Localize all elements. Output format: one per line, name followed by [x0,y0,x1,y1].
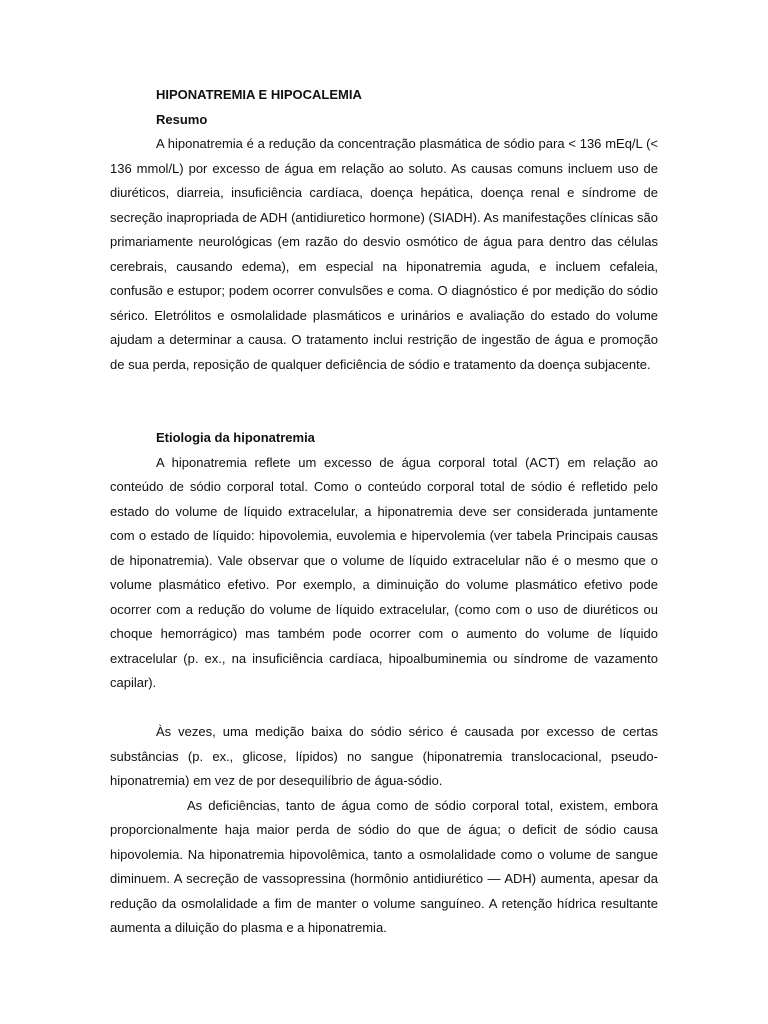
paragraph-etiologia-3: As deficiências, tanto de água como de sódio corporal total, existem, embora proporcionalmente haja maior perda de sódio do que de água; o deficit de sódio causa hipovolemia. Na hiponatremia hipovolêmica, tanto a osmolalidade como o volume de sangue diminuem. A secreção de vassopressina (hormônio antidiurético — ADH) aumenta, apesar da redução da osmolalidade a fim de manter o volume sanguíneo. A retenção hídrica resultante aumenta a diluição do plasma e a hiponatremia. [110,797,658,935]
document-body [110,83,658,941]
paragraph-resumo: A hiponatremia é a redução da concentração plasmática de sódio para < 136 mEq/L (< 136 mmol/L) por excesso de água em relação ao soluto. As causas comuns incluem uso de diuréticos, diarreia, insuficiência cardíaca, doença hepática, doença renal e síndrome de secreção inapropriada de ADH (antidiuretico hormone) (SIADH). As manifestações clínicas são primariamente neurológicas (em razão do desvio osmótico de água para dentro das células cerebrais, causando edema), em especial na hiponatremia aguda, e incluem cefaleia, confusão e estupor; podem ocorrer convulsões e coma. O diagnóstico é por medição do sódio sérico. Eletrólitos e osmolalidade plasmáticos e urinários e avaliação do estado do volume ajudam a determinar a causa. O tratamento inclui restrição de ingestão de água e promoção de sua perda, reposição de qualquer deficiência de sódio e tratamento da doença subjacente. [110,136,658,372]
spacer [110,696,658,721]
section-heading-etiologia: Etiologia da hiponatremia [156,430,315,445]
paragraph-etiologia-1: A hiponatremia reflete um excesso de água corporal total (ACT) em relação ao conteúdo de sódio corporal total. Como o conteúdo corporal total de sódio é refletido pelo estado do volume de líquido extracelular, a hiponatremia deve ser considerada juntamente com o estado de líquido: hipovolemia, euvolemia e hipervolemia (ver tabela Principais causas de hiponatremia). Vale observar que o volume de líquido extracelular não é o mesmo que o volume plasmático efetivo. Por exemplo, a diminuição do volume plasmático efetivo pode ocorrer com a redução do volume de líquido extracelular, (como com o uso de diuréticos ou choque hemorrágico) mas também pode ocorrer com o aumento do volume de líquido extracelular (p. ex., na insuficiência cardíaca, hipoalbuminemia ou síndrome de vazamento capilar). [110,454,658,690]
paragraph-etiologia-2: Às vezes, uma medição baixa do sódio sérico é causada por excesso de certas substâncias (p. ex., glicose, lípidos) no sangue (hiponatremia translocacional, pseudo-hiponatremia) em vez de por desequilíbrio de água-sódio. [110,724,658,788]
section-heading-resumo: Resumo [156,111,208,127]
document-title: HIPONATREMIA E HIPOCALEMIA [156,87,362,102]
spacer [110,377,658,426]
